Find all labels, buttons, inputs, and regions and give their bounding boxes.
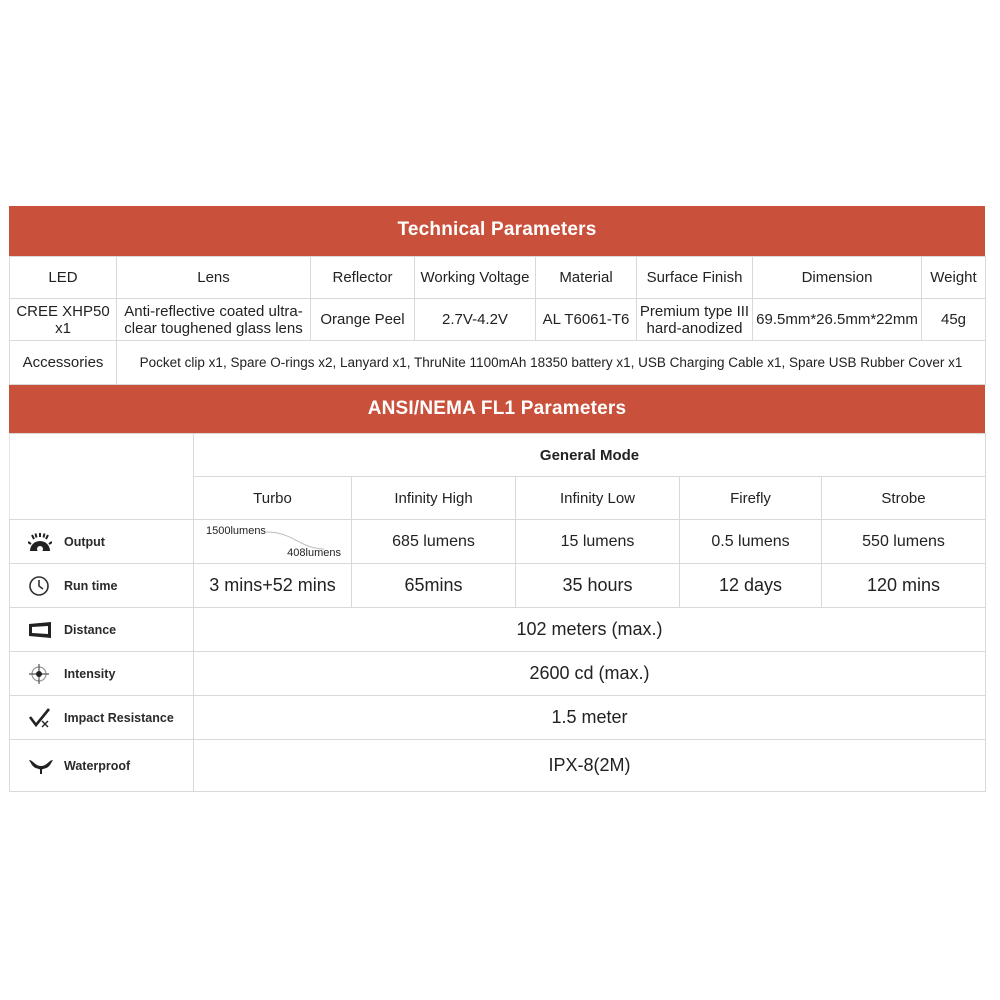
output-label: Output [64,534,105,549]
material-value: AL T6061-T6 [536,299,637,341]
waterproof-label: Waterproof [64,758,131,773]
tech-value-row [10,299,986,341]
finish-line-1: Premium type III [639,302,750,320]
reflector-value: Orange Peel [311,299,415,341]
led-line-2: x1 [55,319,71,337]
waterproof-row [10,740,986,792]
impact-row [10,696,986,740]
runtime-label: Run time [64,578,118,593]
intensity-label-cell [10,652,194,696]
turbo-output-cell [194,520,352,564]
header-working-voltage: Working Voltage [415,257,536,299]
header-dimension: Dimension [753,257,922,299]
ansi-parameters-table [9,433,986,792]
technical-parameters-table [9,256,986,385]
lens-value [117,299,311,341]
accessories-label: Accessories [10,341,117,385]
runtime-row [10,564,986,608]
led-line-1: CREE XHP50 [16,302,110,320]
corner-cell [10,434,194,520]
turbo-output-start: 1500lumens [206,525,266,537]
strobe-runtime: 120 mins [822,564,986,608]
impact-value: 1.5 meter [194,696,986,740]
intensity-row [10,652,986,696]
waterproof-splash-icon [28,757,54,775]
intensity-label: Intensity [64,666,116,681]
header-reflector: Reflector [311,257,415,299]
distance-row [10,608,986,652]
distance-label: Distance [64,622,117,637]
mode-infinity-high: Infinity High [352,477,516,520]
intensity-crosshair-icon [28,663,54,685]
firefly-runtime: 12 days [680,564,822,608]
header-material: Material [536,257,637,299]
output-label-cell [10,520,194,564]
technical-parameters-title: Technical Parameters [9,206,985,256]
general-mode-header: General Mode [194,434,986,477]
voltage-value: 2.7V-4.2V [415,299,536,341]
header-led: LED [10,257,117,299]
mode-turbo: Turbo [194,477,352,520]
spec-sheet [9,206,985,792]
infinity-low-output: 15 lumens [516,520,680,564]
lens-line-1: Anti-reflective coated ultra- [124,302,303,320]
infinity-high-output: 685 lumens [352,520,516,564]
intensity-value: 2600 cd (max.) [194,652,986,696]
tech-header-row [10,257,986,299]
led-value [10,299,117,341]
infinity-low-runtime: 35 hours [516,564,680,608]
waterproof-value: IPX-8(2M) [194,740,986,792]
impact-label-cell [10,696,194,740]
waterproof-label-cell [10,740,194,792]
mode-infinity-low: Infinity Low [516,477,680,520]
general-mode-row [10,434,986,477]
header-surface-finish: Surface Finish [637,257,753,299]
distance-label-cell [10,608,194,652]
firefly-output: 0.5 lumens [680,520,822,564]
mode-strobe: Strobe [822,477,986,520]
runtime-label-cell [10,564,194,608]
lens-line-2: clear toughened glass lens [124,319,303,337]
turbo-runtime: 3 mins+52 mins [194,564,352,608]
infinity-high-runtime: 65mins [352,564,516,608]
mode-firefly: Firefly [680,477,822,520]
accessories-value: Pocket clip x1, Spare O-rings x2, Lanyard x1, ThruNite 1100mAh 18350 battery x1, USB Charging Cable x1, Spare USB Rubber Cover x1 [117,341,986,385]
beam-distance-icon [28,621,54,639]
weight-value: 45g [922,299,986,341]
dimension-value: 69.5mm*26.5mm*22mm [753,299,922,341]
surface-finish-value [637,299,753,341]
output-row [10,520,986,564]
header-weight: Weight [922,257,986,299]
impact-label: Impact Resistance [64,710,174,725]
finish-line-2: hard-anodized [646,319,743,337]
impact-drop-icon [28,707,54,729]
strobe-output: 550 lumens [822,520,986,564]
header-lens: Lens [117,257,311,299]
output-gear-icon [28,532,54,552]
accessories-row [10,341,986,385]
ansi-parameters-title: ANSI/NEMA FL1 Parameters [9,385,985,433]
clock-icon [28,575,54,597]
turbo-output-end: 408lumens [287,547,341,559]
distance-value: 102 meters (max.) [194,608,986,652]
